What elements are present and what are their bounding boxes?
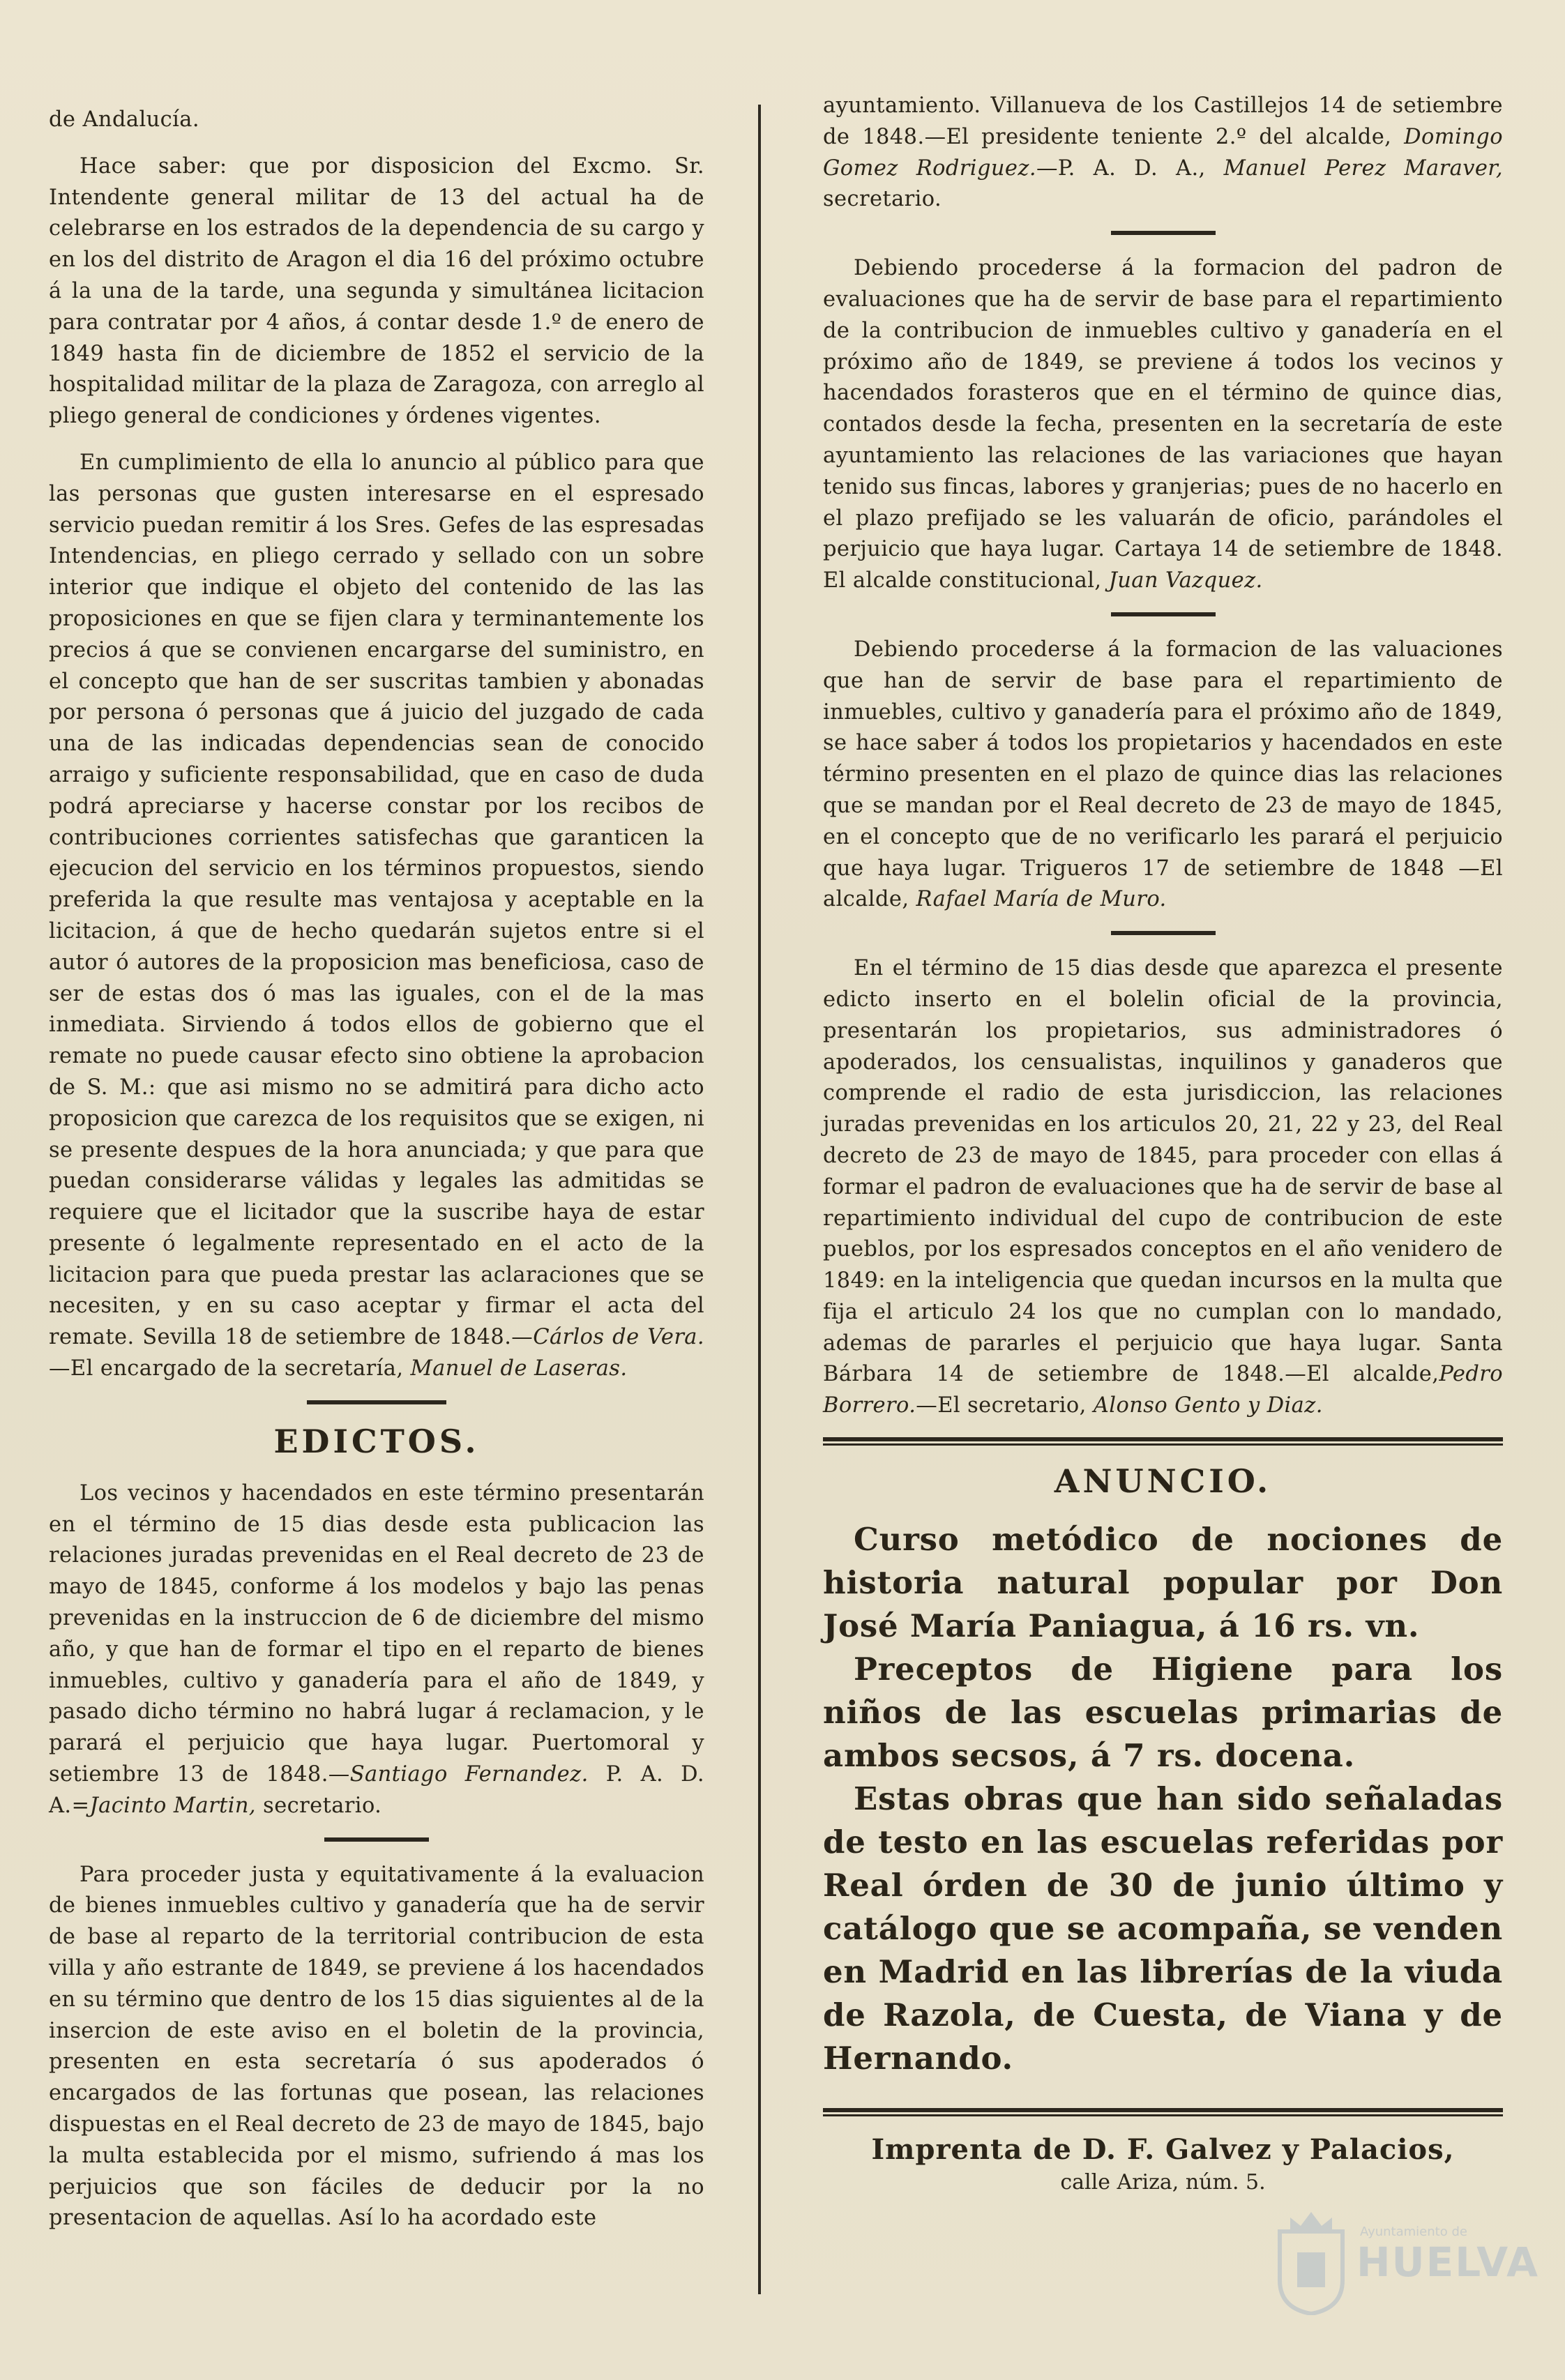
anuncio-heading: ANUNCIO.: [1054, 1462, 1272, 1501]
watermark-line1: Ayuntamiento de: [1360, 2224, 1467, 2239]
crest-icon: [1273, 2204, 1349, 2315]
edicto-divider: [1111, 612, 1216, 616]
signature-manuel-perez: Manuel Perez Maraver,: [1223, 156, 1504, 181]
signature-alonso-gento: Alonso Gento y Diaz.: [1093, 1393, 1323, 1418]
edicto-trigueros-text: Debiendo procederse á la formacion de las valuaciones que han de servir de base para el repartimiento de inmuebles, cultivo y ganadería para el próximo año de 1849, se hace saber á todos los propietarios y hacendados en este término presenten en el plazo de quince dias las relaciones que se mandan por el Real decreto de 23 de mayo de 1845, en el concepto que de no verificarlo les parará el perjuicio que haya lugar. Trigueros 17 de setiembre de 1848 —El alcalde,: [823, 637, 1503, 912]
edicto-santa-barbara-text: En el término de 15 dias desde que aparezca el presente edicto inserto en el bolelin oficial de la provincia, presentarán los propietarios, sus administradores ó apoderados, los censualistas, inquilinos y ganaderos que comprende el radio de esta jurisdiccion, las relaciones juradas prevenidas en los articulos 20, 21, 22 y 23, del Real decreto de 23 de mayo de 1845, para proceder con ellas á formar el padron de evaluaciones que ha de servir de base al repartimiento individual del cupo de contribucion de este pueblos, por los espresados conceptos en el año venidero de 1849: en la inteligencia que quedan incursos en la multa que fija el articulo 24 los que no cumplan con lo mandado, ademas de pararles el perjuicio que haya lugar. Santa Bárbara 14 de setiembre de 1848.—El alcalde,: [823, 956, 1503, 1387]
edicto-cartaya: [823, 253, 1503, 597]
edicto-villanueva-end: secretario.: [823, 187, 942, 212]
column-divider: [758, 105, 761, 2294]
anuncio-body: [823, 1518, 1503, 2080]
watermark-line2: HUELVA: [1356, 2238, 1540, 2286]
huelva-watermark: [1273, 2197, 1540, 2343]
anuncio-obras: Estas obras que han sido señaladas de testo en las escuelas referidas por Real órden de 30 de junio último y catálogo que se acompaña, se venden en Madrid en las librerías de la viuda de Razola, de Cuesta, de Viana y de Hernando.: [823, 1780, 1503, 2077]
edicto-trigueros: [823, 635, 1503, 916]
anuncio-higiene: Preceptos de Higiene para los niños de las escuelas primarias de ambos secsos, á 7 rs. docena.: [823, 1651, 1503, 1775]
edictos-heading: EDICTOS.: [273, 1422, 480, 1460]
signature-juan-vazquez: Juan Vazquez.: [1108, 568, 1263, 593]
signature-pedro-borrero: Pedro Borrero.: [823, 1362, 1503, 1418]
paragraph-intendente-notice: Hace saber: que por disposicion del Excmo. Sr. Intendente general militar de 13 del actual ha de celebrarse en los estrados de la dependencia de su cargo y en los del distrito de Aragon el dia 16 del próximo octubre á la una de la tarde, una segunda y simultánea licitacion para contratar por 4 años, á contar desde 1.º de enero de 1849 hasta fin de diciembre de 1852 el servicio de la hospitalidad militar de la plaza de Zaragoza, con arreglo al pliego general de condiciones y órdenes vigentes.: [49, 153, 704, 429]
edicto-divider: [1111, 231, 1216, 235]
edicto-divider: [324, 1837, 429, 1842]
edicto-santa-barbara-secretary: —El secretario,: [916, 1393, 1087, 1418]
edicto-villanueva-text: ayuntamiento. Villanueva de los Castillejos 14 de setiembre de 1848.—El presidente teniente 2.º del alcalde,: [823, 93, 1503, 149]
edicto-puertomoral-text: Los vecinos y hacendados en este término presentarán en el término de 15 dias desde esta publicacion las relaciones juradas prevenidas en el Real decreto de 23 de mayo de 1845, conforme á los modelos y bajo las penas prevenidas en la instruccion de 6 de diciembre del mismo año, y que han de formar el tipo en el reparto de bienes inmuebles, cultivo y ganadería para el año de 1849, y pasado dicho término no habrá lugar á reclamacion, y le parará el perjuicio que haya lugar. Puertomoral y setiembre 13 de 1848.—: [49, 1480, 704, 1787]
right-column: [823, 91, 1503, 2195]
paragraph-licitacion: [49, 448, 704, 1385]
signature-rafael-maria: Rafael María de Muro.: [916, 887, 1167, 912]
imprint-rule: [823, 2108, 1503, 2118]
edicto-divider: [1111, 931, 1216, 935]
section-divider: [307, 1400, 446, 1404]
imprint-address: calle Ariza, núm. 5.: [1060, 2170, 1266, 2195]
left-column: [49, 105, 704, 2250]
licitacion-text: En cumplimiento de ella lo anuncio al público para que las personas que gusten interesarse en el espresado servicio puedan remitir á los Sres. Gefes de las espresadas Intendencias, en pliego cerrado y sellado con un sobre interior que indique el objeto del contenido de las las proposiciones en que se fijen clara y terminantemente los precios á que se convienen encargarse del suministro, en el concepto que han de ser suscritas tambien y abonadas por persona ó personas que á juicio del juzgado de cada una de las indicadas dependencias sean de conocido arraigo y suficiente responsabilidad, que en caso de duda podrá apreciarse y hacerse constar por los recibos de contribuciones corrientes satisfechas que garanticen la ejecucion del servicio en los términos propuestos, siendo preferida la que resulte mas ventajosa y aceptable en la licitacion, á que de hecho quedarán sujetos entre si el autor ó autores de la proposicion mas beneficiosa, caso de ser de estas dos ó mas las iguales, con el de la mas inmediata. Sirviendo á todos ellos de gobierno que el remate no puede causar efecto sino obtiene la aprobacion de S. M.: que asi mismo no se admitirá para dicho acto proposicion que carezca de los requisitos que se exigen, ni se presente despues de la hora anunciada; y que para que puedan considerarse válidas y legales las admitidas se requiere que el licitador que la suscribe haya de estar presente ó legalmente representado en el acto de la licitacion para que pueda prestar las aclaraciones que se necesiten, y en su caso aceptar y firmar el acta del remate. Sevilla 18 de setiembre de 1848.—: [49, 450, 704, 1350]
edicto-santa-barbara: [823, 953, 1503, 1422]
licitacion-secretary: —El encargado de la secretaría,: [49, 1356, 404, 1381]
edicto-evaluacion: Para proceder justa y equitativamente á la evaluacion de bienes inmuebles cultivo y ganadería que ha de servir de base al reparto de la territorial contribucion de esta villa y año estrante de 1849, se previene á los hacendados en su término que dentro de los 15 dias siguientes al de la insercion de este aviso en el boletin de la provincia, presenten en esta secretaría ó sus apoderados ó encargados de las fortunas que posean, las relaciones dispuestas en el Real decreto de 23 de mayo de 1845, bajo la multa establecida por el mismo, sufriendo á mas los perjuicios que son fáciles de deducir por la no presentacion de aquellas. Así lo ha acordado este: [49, 1862, 704, 2231]
anuncio-historia-natural: Curso metódico de nociones de historia natural popular por Don José María Paniagua, á 16 rs. vn.: [823, 1521, 1503, 1645]
signature-domingo-gomez: Domingo Gomez Rodriguez.: [823, 124, 1503, 181]
anuncio-rule: [823, 1437, 1503, 1447]
paragraph-andalucia: de Andalucía.: [49, 107, 199, 132]
imprint-name: Imprenta de D. F. Galvez y Palacios,: [871, 2133, 1455, 2167]
signature-jacinto-martin: Jacinto Martin,: [89, 1793, 257, 1818]
edicto-villanueva-pada: —P. A. D. A.,: [1036, 156, 1206, 181]
signature-manuel-de-laseras: Manuel de Laseras.: [410, 1356, 628, 1381]
edicto-puertomoral-pada: P. A. D. A.=: [49, 1762, 704, 1818]
edicto-puertomoral: [49, 1478, 704, 1822]
edicto-cartaya-text: Debiendo procederse á la formacion del padron de evaluaciones que ha de servir de base para el repartimiento de la contribucion de inmuebles cultivo y ganadería en el próximo año de 1849, se previene á todos los vecinos y hacendados forasteros que en el término de quince dias, contados desde la fecha, presenten en la secretaría de este ayuntamiento las relaciones de las variaciones que hayan tenido sus fincas, labores y granjerias; pues de no hacerlo en el plazo prefijado se les valuarán de oficio, parándoles el perjuicio que haya lugar. Cartaya 14 de setiembre de 1848. El alcalde constitucional,: [823, 256, 1503, 593]
edicto-villanueva: [823, 91, 1503, 215]
signature-carlos-de-vera: Cárlos de Vera.: [533, 1325, 704, 1350]
edicto-puertomoral-end: secretario.: [263, 1793, 382, 1818]
signature-santiago-fernandez: Santiago Fernandez.: [349, 1762, 589, 1787]
